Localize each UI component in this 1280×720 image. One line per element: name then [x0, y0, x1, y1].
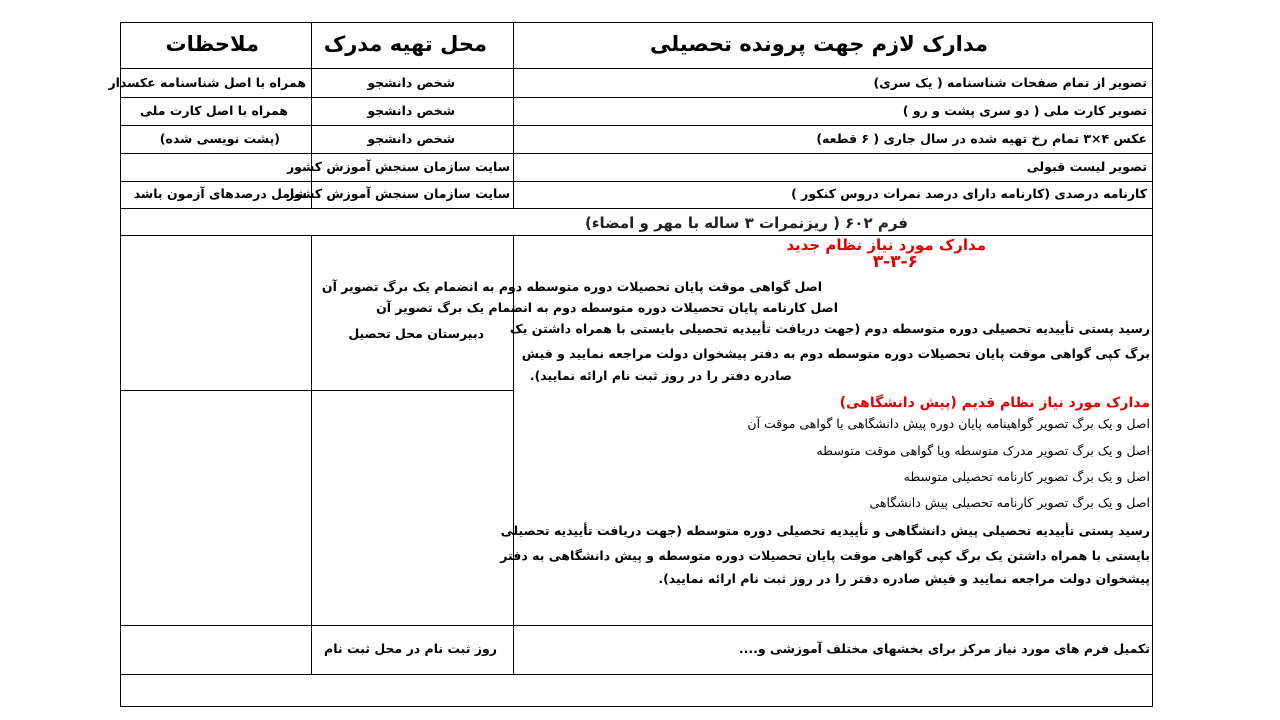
- new-system-subtitle: ۳-۳-۶: [872, 252, 918, 272]
- new-system-line: برگ کپی گواهی موقت پایان تحصیلات دوره متوسطه دوم به دفتر پیشخوان دولت مراجعه نمایید و فیش: [521, 346, 1150, 361]
- old-system-bold-line: بایستی با همراه داشتن یک برگ کپی گواهی موقت پایان تحصیلات دوره متوسطه و پیش دانشگاهی به دفتر: [500, 548, 1150, 563]
- row-3-doc: عکس ۴×۳ تمام رخ تهیه شده در سال جاری ( ۶ قطعه): [816, 131, 1147, 146]
- last-row-place: روز ثبت نام در محل ثبت نام: [324, 641, 497, 656]
- new-system-place: دبیرستان محل تحصیل: [348, 326, 484, 341]
- row-3-note: (پشت نویسی شده): [159, 131, 280, 146]
- header-documents: مدارک لازم جهت پرونده تحصیلی: [649, 32, 988, 56]
- old-system-bold-line: پیشخوان دولت مراجعه نمایید و فیش صادره دفتر را در روز ثبت نام ارائه نمایید).: [658, 571, 1150, 586]
- old-system-line: اصل و یک برگ تصویر کارنامه تحصیلی پیش دانشگاهی: [869, 495, 1150, 510]
- row-4-doc: تصویر لیست قبولی: [1026, 159, 1147, 174]
- row-5-note: شامل درصدهای آزمون باشد: [133, 186, 307, 201]
- header-place: محل تهیه مدرک: [323, 32, 487, 56]
- last-row-doc: تکمیل فرم های مورد نیاز مرکز برای بخشهای مختلف آموزشی و....: [738, 641, 1150, 656]
- row-3-place: شخص دانشجو: [367, 131, 455, 146]
- old-system-title: مدارک مورد نیاز نظام قدیم (پیش دانشگاهی): [839, 395, 1150, 411]
- new-system-line: اصل گواهی موقت پایان تحصیلات دوره متوسطه دوم به انضمام یک برگ تصویر آن: [321, 279, 822, 294]
- old-system-line: اصل و یک برگ تصویر گواهینامه پایان دوره پیش دانشگاهی یا گواهی موقت آن: [747, 416, 1150, 431]
- old-system-bold-line: رسید پستی تأییدیه تحصیلی پیش دانشگاهی و تأییدیه تحصیلی دوره متوسطه (جهت دریافت تأییدیه تحصیلی: [500, 523, 1150, 538]
- form-602-label: فرم ۶۰۲ ( ریزنمرات ۳ ساله با مهر و امضاء): [584, 214, 908, 232]
- new-system-line: رسید پستی تأییدیه تحصیلی دوره متوسطه دوم (جهت دریافت تأییدیه تحصیلی بایستی با همراه داشتن یک: [509, 321, 1150, 336]
- header-notes: ملاحظات: [165, 32, 259, 56]
- row-1-place: شخص دانشجو: [367, 75, 455, 90]
- new-system-line: صادره دفتر را در روز ثبت نام ارائه نمایید).: [529, 368, 792, 383]
- new-system-line: اصل کارنامه پایان تحصیلات دوره متوسطه دوم به انضمام یک برگ تصویر آن: [376, 300, 838, 315]
- new-system-title: مدارک مورد نیاز نظام جدید: [786, 236, 986, 254]
- row-5-doc: کارنامه درصدی (کارنامه دارای درصد نمرات دروس کنکور ): [791, 186, 1147, 201]
- old-system-line: اصل و یک برگ تصویر مدرک متوسطه ویا گواهی موقت متوسطه: [816, 443, 1150, 458]
- row-5-place: سایت سازمان سنجش آموزش کشور: [286, 186, 510, 201]
- row-2-doc: تصویر کارت ملی ( دو سری پشت و رو ): [902, 103, 1147, 118]
- row-1-note: همراه با اصل شناسنامه عکسدار: [108, 75, 306, 90]
- old-system-line: اصل و یک برگ تصویر کارنامه تحصیلی متوسطه: [903, 469, 1150, 484]
- row-2-note: همراه با اصل کارت ملی: [139, 103, 288, 118]
- row-4-place: سایت سازمان سنجش آموزش کشور: [286, 159, 510, 174]
- row-1-doc: تصویر از تمام صفحات شناسنامه ( یک سری): [873, 75, 1147, 90]
- row-2-place: شخص دانشجو: [367, 103, 455, 118]
